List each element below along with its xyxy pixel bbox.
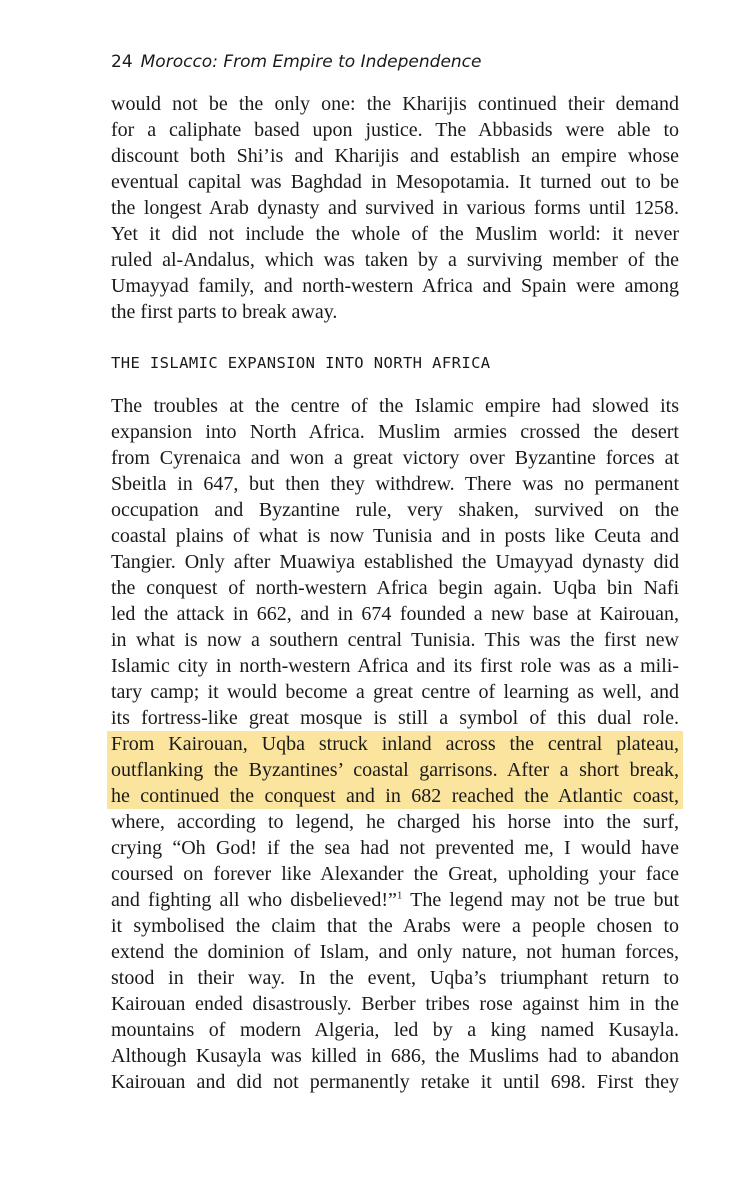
text-line: tary camp; it would become a great centre of learning as well, and	[111, 681, 679, 703]
text-line: coursed on forever like Alexander the Great, upholding your face	[111, 863, 679, 885]
text-line: mountains of modern Algeria, led by a king named Kusayla.	[111, 1019, 679, 1041]
text-line: the longest Arab dynasty and survived in various forms until 1258.	[111, 197, 679, 219]
text-line: Tangier. Only after Muawiya established the Umayyad dynasty did	[111, 551, 679, 573]
highlighted-line: From Kairouan, Uqba struck inland across the central plateau,	[107, 731, 683, 757]
text-line: where, according to legend, he charged his horse into the surf,	[111, 811, 679, 833]
text-line: for a caliphate based upon justice. The Abbasids were able to	[111, 119, 679, 141]
text-line: Yet it did not include the whole of the Muslim world: it never	[111, 223, 679, 245]
text-line: extend the dominion of Islam, and only nature, not human forces,	[111, 941, 679, 963]
highlighted-line: outflanking the Byzantines’ coastal garrisons. After a short break,	[107, 757, 683, 783]
text-line: it symbolised the claim that the Arabs were a people chosen to	[111, 915, 679, 937]
text-line: occupation and Byzantine rule, very shaken, survived on the	[111, 499, 679, 521]
text-line: the conquest of north-western Africa begin again. Uqba bin Nafi	[111, 577, 679, 599]
text-line: ruled al-Andalus, which was taken by a surviving member of the	[111, 249, 679, 271]
text-line: Although Kusayla was killed in 686, the Muslims had to abandon	[111, 1045, 679, 1067]
text-line: Kairouan ended disastrously. Berber tribes rose against him in the	[111, 993, 679, 1015]
text-line: crying “Oh God! if the sea had not prevented me, I would have	[111, 837, 679, 859]
line-text: and fighting all who disbelieved!”	[111, 889, 397, 911]
text-line: discount both Shi’is and Kharijis and establish an empire whose	[111, 145, 679, 167]
book-title: Morocco: From Empire to Independence	[140, 52, 482, 72]
footnote-marker: 1	[396, 889, 403, 902]
highlighted-line: he continued the conquest and in 682 reached the Atlantic coast,	[107, 783, 683, 809]
text-line: in what is now a southern central Tunisia. This was the first new	[111, 629, 679, 651]
text-line: from Cyrenaica and won a great victory over Byzantine forces at	[111, 447, 679, 469]
page-number: 24	[111, 52, 133, 72]
text-line-with-footnote	[111, 887, 679, 913]
text-line: Umayyad family, and north-western Africa and Spain were among	[111, 275, 679, 297]
running-head	[111, 50, 482, 74]
paragraph-2	[111, 393, 679, 1095]
text-line: led the attack in 662, and in 674 founded a new base at Kairouan,	[111, 603, 679, 625]
text-line: Islamic city in north-western Africa and its first role was as a mili-	[111, 655, 679, 677]
text-line: coastal plains of what is now Tunisia and in posts like Ceuta and	[111, 525, 679, 547]
text-line: expansion into North Africa. Muslim armies crossed the desert	[111, 421, 679, 443]
paragraph-1	[111, 91, 679, 325]
text-line: the first parts to break away.	[111, 301, 338, 323]
text-line: its fortress-like great mosque is still a symbol of this dual role.	[111, 707, 679, 729]
text-line: Sbeitla in 647, but then they withdrew. There was no permanent	[111, 473, 679, 495]
line-text: The legend may not be true but	[402, 889, 679, 911]
text-line: stood in their way. In the event, Uqba’s triumphant return to	[111, 967, 679, 989]
text-line: Kairouan and did not permanently retake it until 698. First they	[111, 1071, 679, 1093]
text-line: The troubles at the centre of the Islamic empire had slowed its	[111, 395, 679, 417]
text-line: eventual capital was Baghdad in Mesopotamia. It turned out to be	[111, 171, 679, 193]
section-heading: THE ISLAMIC EXPANSION INTO NORTH AFRICA	[111, 354, 491, 372]
text-line: would not be the only one: the Kharijis continued their demand	[111, 93, 679, 115]
